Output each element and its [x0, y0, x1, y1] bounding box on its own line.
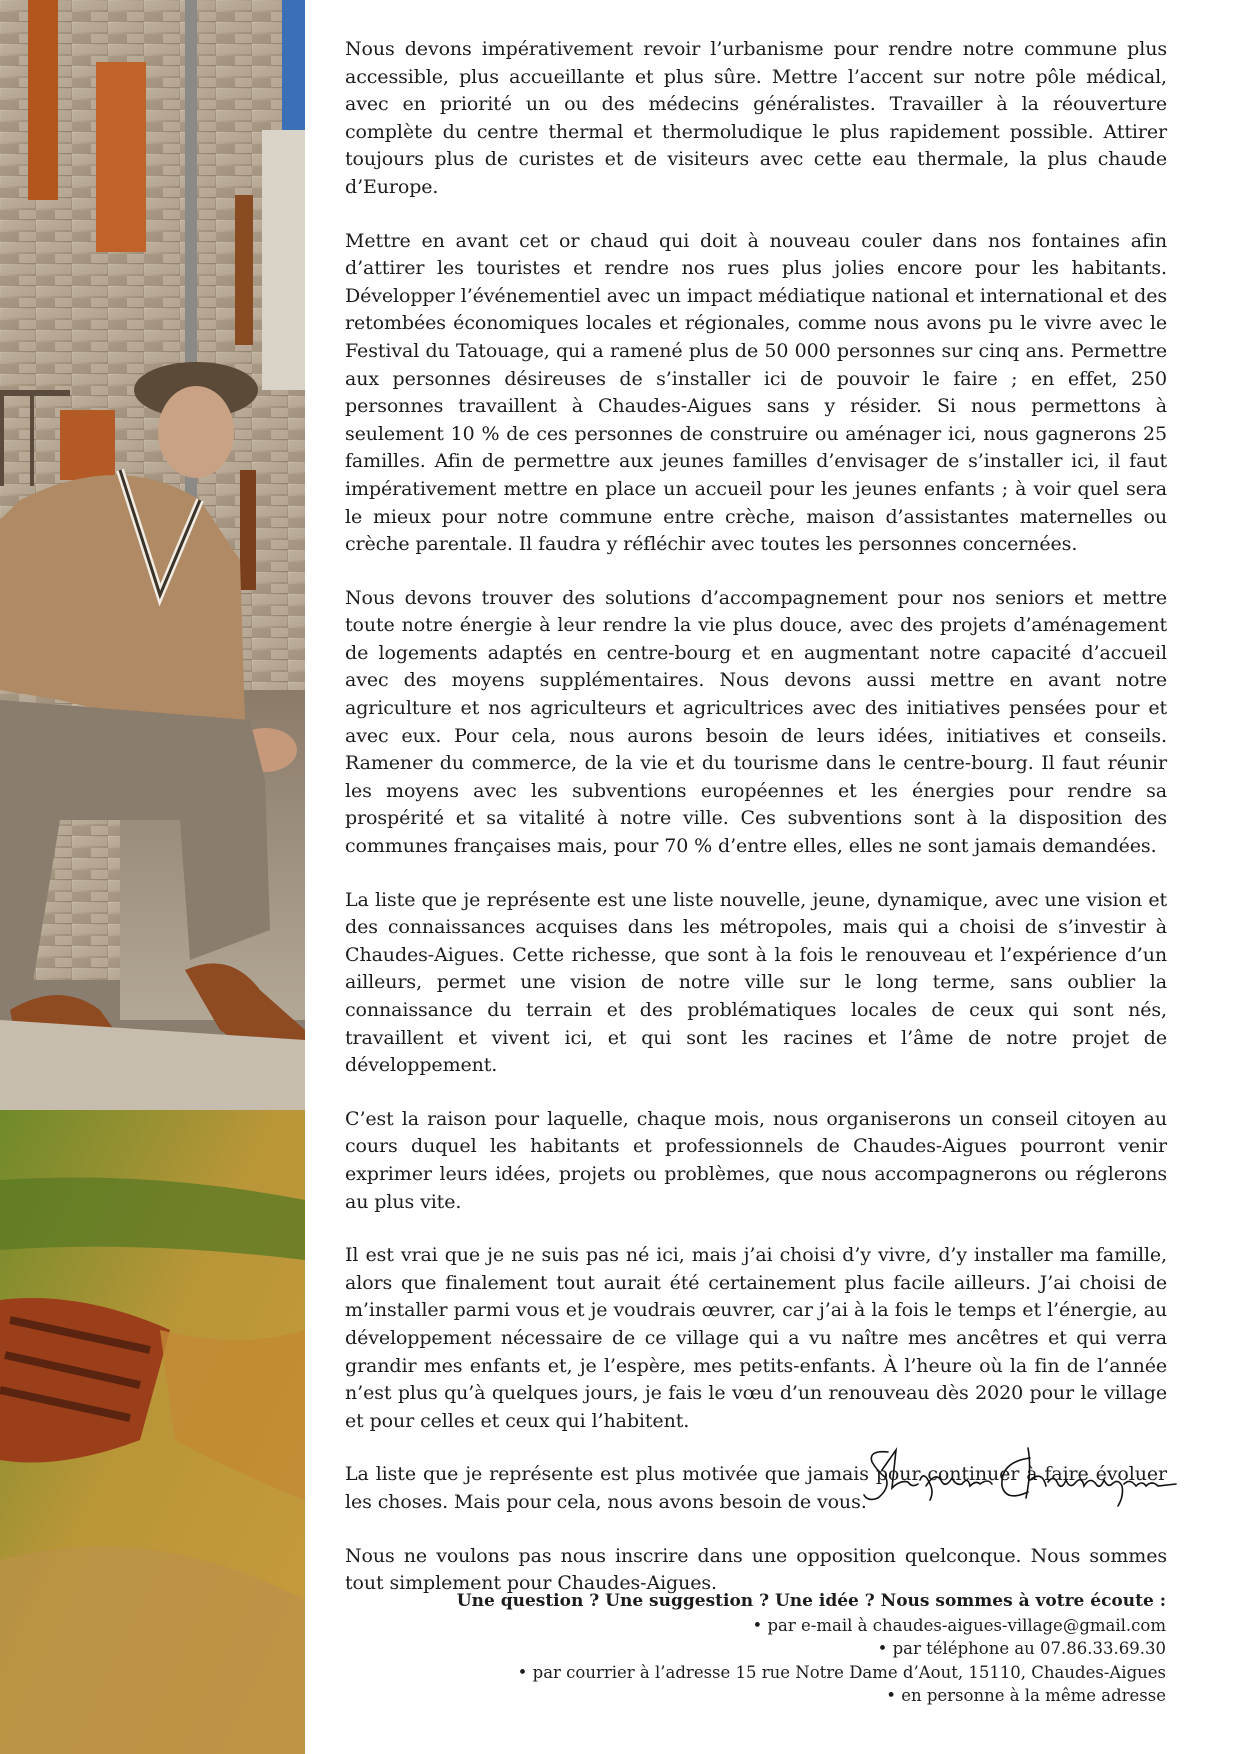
- contact-email-line[interactable]: • par e-mail à chaudes-aigues-village@gmail.com: [752, 1615, 1166, 1635]
- paragraph: Mettre en avant cet or chaud qui doit à nouveau couler dans nos fontaines afin d’attirer les touristes et rendre nos rues plus jolies encore pour les habitants. Développer l’événementiel avec un impact médiatique national et international et des retombées économiques locales et régionales, comme nous avons pu le vivre avec le Festival du Tatouage, qui a ramené plus de 50 000 personnes sur cinq ans. Permettre aux personnes désireuses de s’installer ici de pouvoir le faire ; en effet, 250 personnes travaillent à Chaudes-Aigues sans y résider. Si nous permettons à seulement 10 % de ces personnes de construire ou aménager ici, nous gagnerons 25 familles. Afin de permettre aux jeunes familles d’envisager de s’installer ici, il faut impérativement mettre en place un accueil pour les jeunes enfants ; à voir quel sera le mieux pour notre commune entre crèche, maison d’assistantes maternelles ou crèche parentale. Il faudra y réfléchir avec toutes les personnes concernées.: [345, 229, 1167, 556]
- photo-strip: [0, 0, 305, 1754]
- paragraph: C’est la raison pour laquelle, chaque mois, nous organiserons un conseil citoyen au cours duquel les habitants et professionnels de Chaudes-Aigues pourront venir exprimer leurs idées, projets ou problèmes, que nous accompagnerons ou réglerons au plus vite.: [345, 1107, 1167, 1213]
- contact-block: [406, 1590, 1166, 1708]
- paragraph: La liste que je représente est plus motivée que jamais pour continuer à faire évoluer les choses. Mais pour cela, nous avons besoin de vous.: [345, 1463, 1167, 1513]
- paragraph: Nous ne voulons pas nous inscrire dans une opposition quelconque. Nous sommes tout simplement pour Chaudes-Aigues.: [345, 1544, 1167, 1595]
- contact-in-person-line: • en personne à la même adresse: [886, 1686, 1166, 1705]
- paragraph: Il est vrai que je ne suis pas né ici, mais j’ai choisi d’y vivre, d’y installer ma famille, alors que finalement tout aurait été certainement plus facile ailleurs. J’ai choisi de m’installer parmi vous et je voudrais œuvrer, car j’ai à la fois le temps et l’énergie, au développement nécessaire de ce village qui a vu naître mes ancêtres et qui verra grandir mes enfants et, je l’espère, mes petits-enfants. À l’heure où la fin de l’année n’est plus qu’à quelques jours, je fais le vœu d’un renouveau dès 2020 pour le village et pour celles et ceux qui l’habitent.: [345, 1244, 1167, 1432]
- paragraph: Nous devons impérativement revoir l’urbanisme pour rendre notre commune plus accessible, plus accueillante et plus sûre. Mettre l’accent sur notre pôle médical, avec en priorité un ou des médecins généralistes. Travailler à la réouverture complète du centre thermal et thermoludique le plus rapidement possible. Attirer toujours plus de curistes et de visiteurs avec cette eau thermale, la plus chaude d’Europe.: [345, 38, 1167, 198]
- village-portrait-photo: [0, 0, 305, 1754]
- contact-heading: Une question ? Une suggestion ? Une idée ? Nous sommes à votre écoute :: [456, 1591, 1166, 1611]
- paragraph: La liste que je représente est une liste nouvelle, jeune, dynamique, avec une vision et des connaissances acquises dans les métropoles, mais qui a choisi de s’investir à Chaudes-Aigues. Cette richesse, que sont à la fois le renouveau et l’expérience d’un ailleurs, permet une vision de notre ville sur le long terme, sans oublier la connaissance du terrain et des problématiques locales de ceux qui sont nés, travaillent et vivent ici, et qui sont les racines et l’âme de notre projet de développement.: [345, 888, 1167, 1077]
- signature: [860, 1440, 1180, 1515]
- contact-mail-line: • par courrier à l’adresse 15 rue Notre Dame d’Aout, 15110, Chaudes-Aigues: [517, 1662, 1166, 1682]
- signature-scribble: [860, 1440, 1180, 1515]
- contact-phone-line[interactable]: • par téléphone au 07.86.33.69.30: [877, 1639, 1166, 1658]
- letter-body: [345, 36, 1167, 1624]
- paragraph: Nous devons trouver des solutions d’accompagnement pour nos seniors et mettre toute notre énergie à leur rendre la vie plus douce, avec des projets d’aménagement de logements adaptés en centre-bourg et en augmentant notre capacité d’accueil avec des moyens supplémentaires. Nous devons aussi mettre en avant notre agriculture et nos agriculteurs et agricultrices avec des initiatives pensées pour et avec eux. Pour cela, nous aurons besoin de leurs idées, initiatives et conseils. Ramener du commerce, de la vie et du tourisme dans le centre-bourg. Il faut réunir les moyens avec les subventions européennes et les énergies pour rendre sa prospérité et sa vitalité à notre ville. Ces subventions sont à la disposition des communes françaises mais, pour 70 % d’entre elles, elles ne sont jamais demandées.: [345, 586, 1167, 858]
